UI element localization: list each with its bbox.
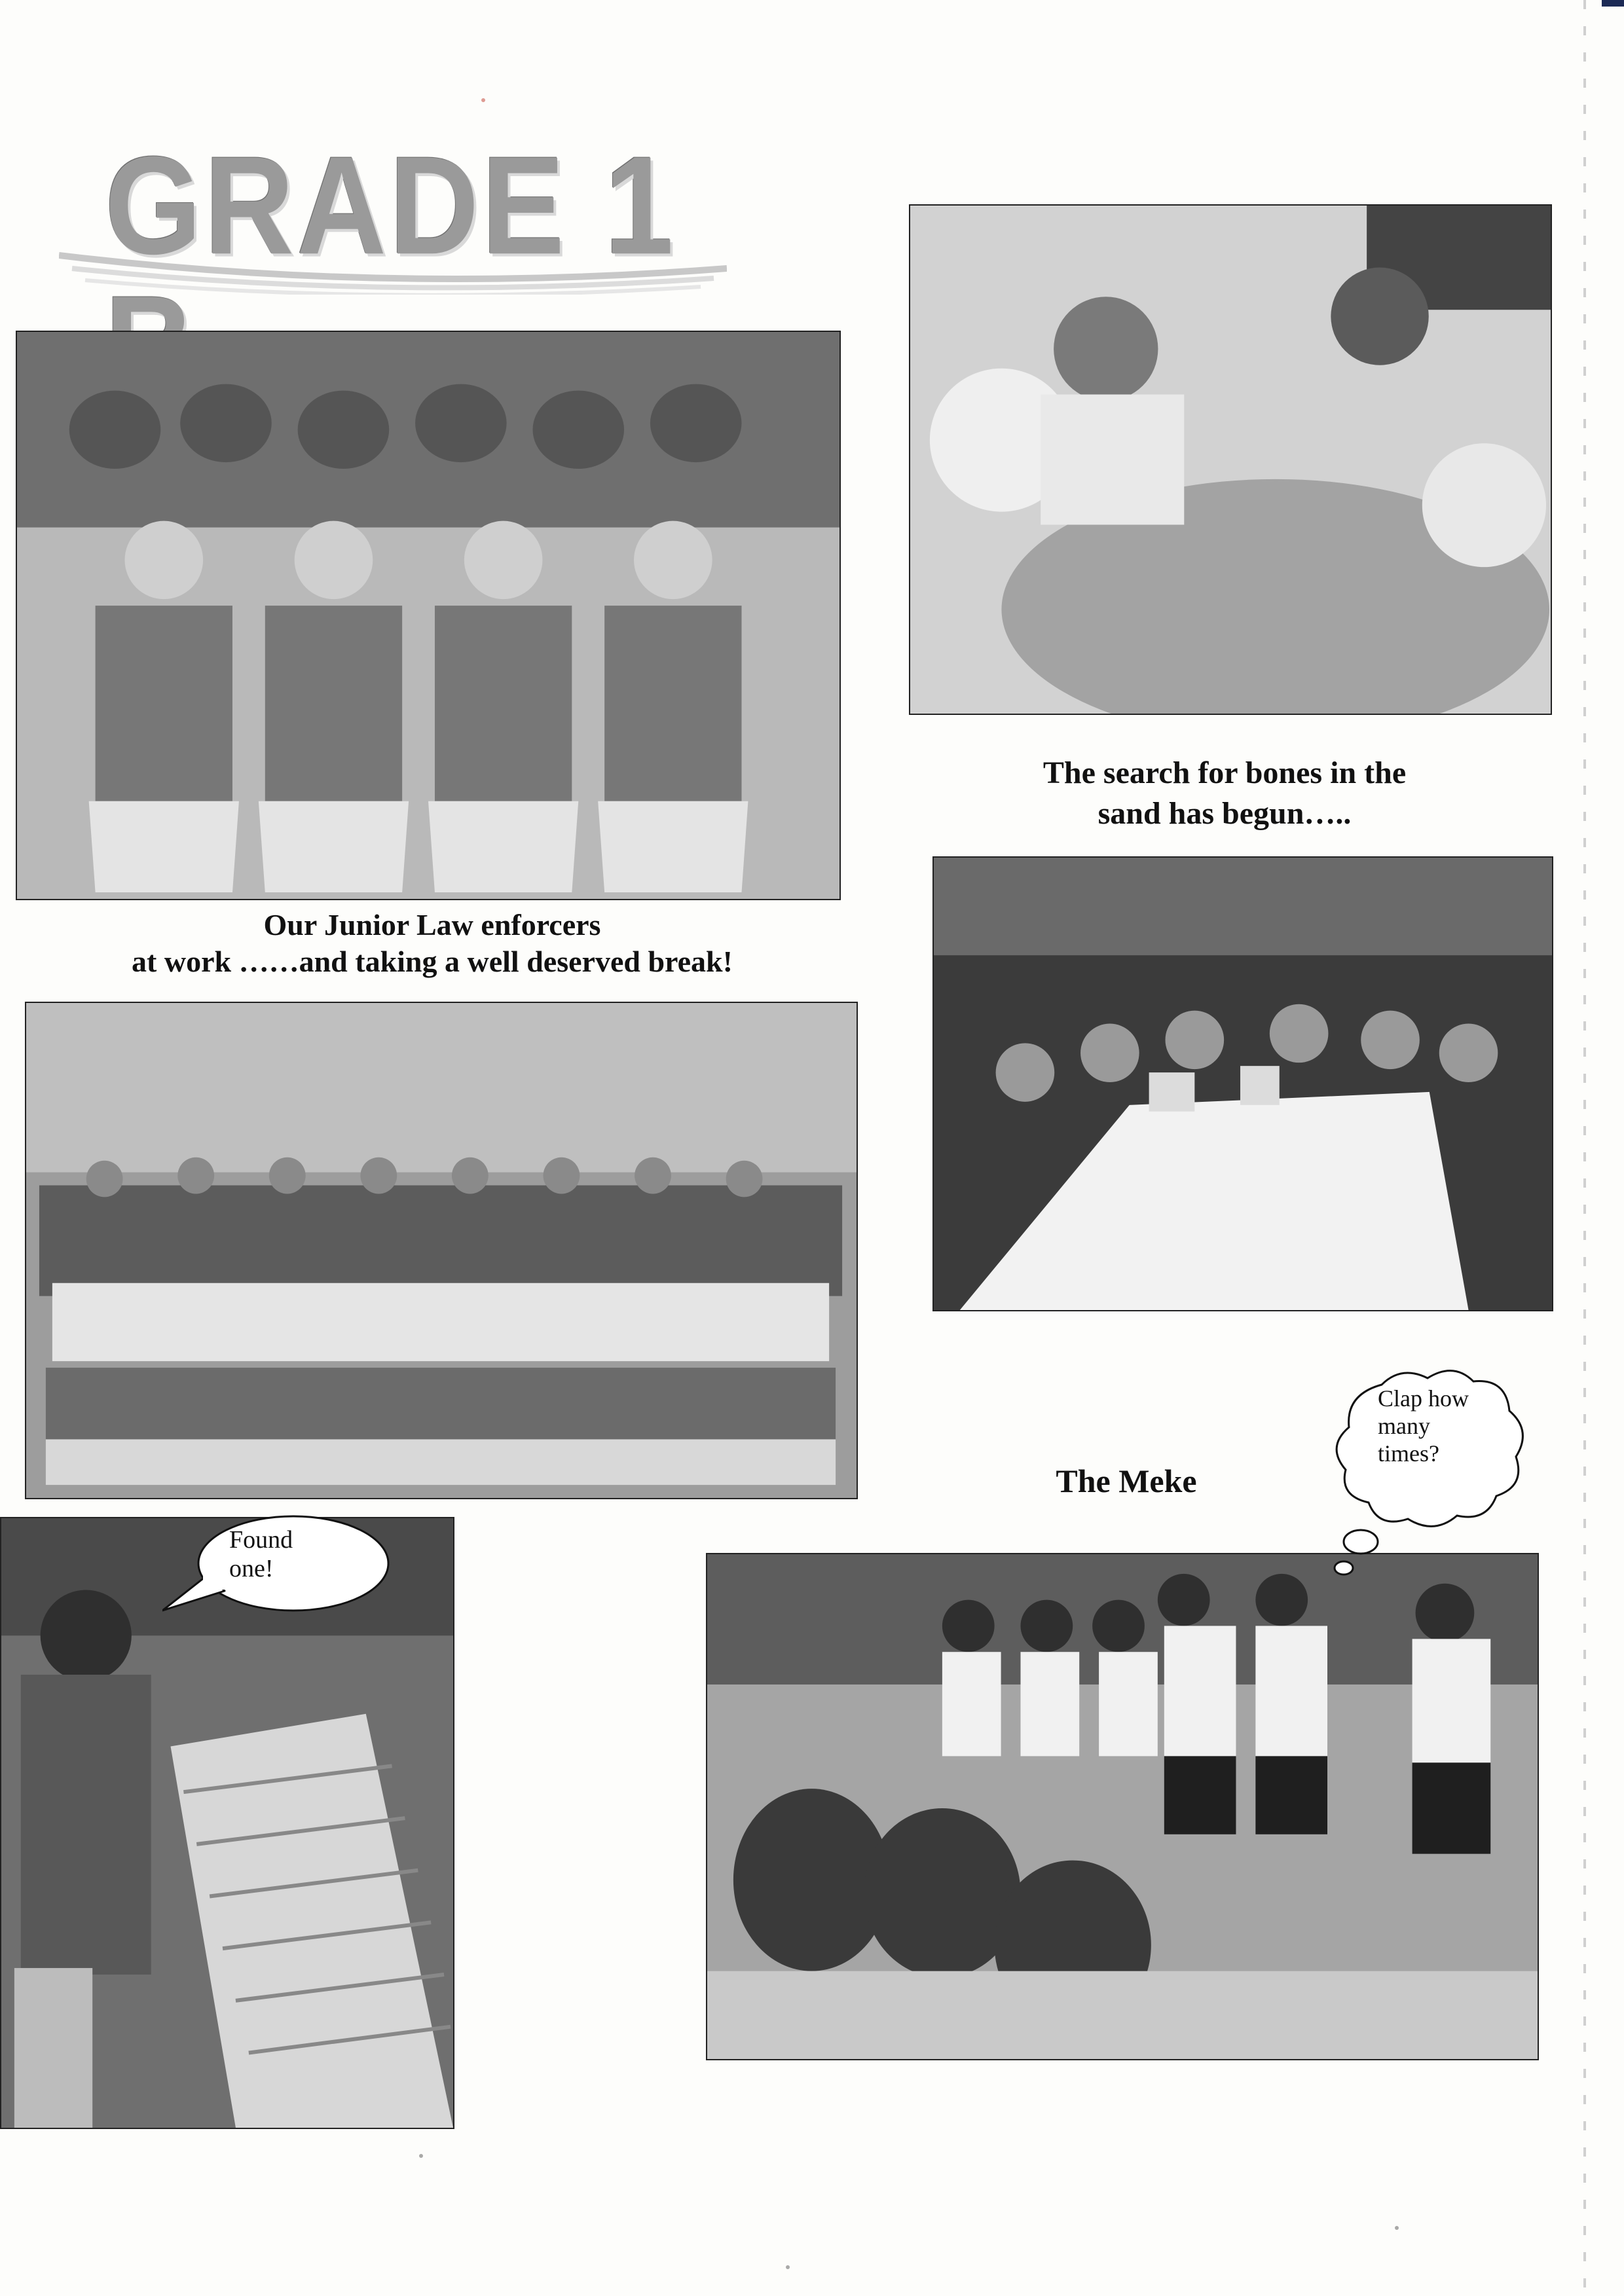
photo-dining-table-image bbox=[934, 858, 1552, 1310]
speech-bubble-found-text bbox=[229, 1525, 334, 1583]
scan-speck bbox=[419, 2154, 423, 2158]
photo-meke-image bbox=[707, 1554, 1538, 2059]
photo-dining-table bbox=[932, 856, 1553, 1311]
photo-bone-search bbox=[909, 204, 1552, 715]
caption-law-enforcers-line1: Our Junior Law enforcers bbox=[263, 908, 601, 941]
caption-law-enforcers-line2: at work ……and taking a well deserved break! bbox=[132, 945, 733, 978]
clap-line2: many bbox=[1378, 1413, 1430, 1439]
found-line1: Found bbox=[229, 1526, 293, 1554]
found-line2: one! bbox=[229, 1555, 274, 1582]
caption-law-enforcers bbox=[20, 907, 845, 980]
clap-line3: times? bbox=[1378, 1440, 1439, 1467]
scan-speck bbox=[1395, 2226, 1399, 2230]
scan-edge bbox=[1583, 0, 1586, 2296]
scan-speck bbox=[786, 2265, 790, 2269]
photo-saluting-group bbox=[16, 331, 841, 900]
photo-meke bbox=[706, 1553, 1539, 2060]
thought-bubble-clap-text bbox=[1378, 1385, 1483, 1467]
title-block bbox=[59, 124, 727, 295]
photo-saluting-group-image bbox=[17, 332, 840, 899]
page-title: GRADE 1 bbox=[105, 128, 676, 284]
caption-bone-search bbox=[943, 753, 1506, 834]
clap-line1: Clap how bbox=[1378, 1385, 1469, 1412]
photo-bone-search-image bbox=[910, 206, 1551, 714]
corner-mark bbox=[1602, 0, 1624, 7]
scan-speck bbox=[481, 98, 485, 102]
caption-meke: The Meke bbox=[1056, 1463, 1197, 1499]
caption-bone-search-line1: The search for bones in the bbox=[1043, 756, 1407, 790]
photo-class-group bbox=[25, 1002, 858, 1499]
photo-class-group-image bbox=[26, 1003, 857, 1498]
caption-bone-search-line2: sand has begun….. bbox=[1098, 796, 1352, 831]
